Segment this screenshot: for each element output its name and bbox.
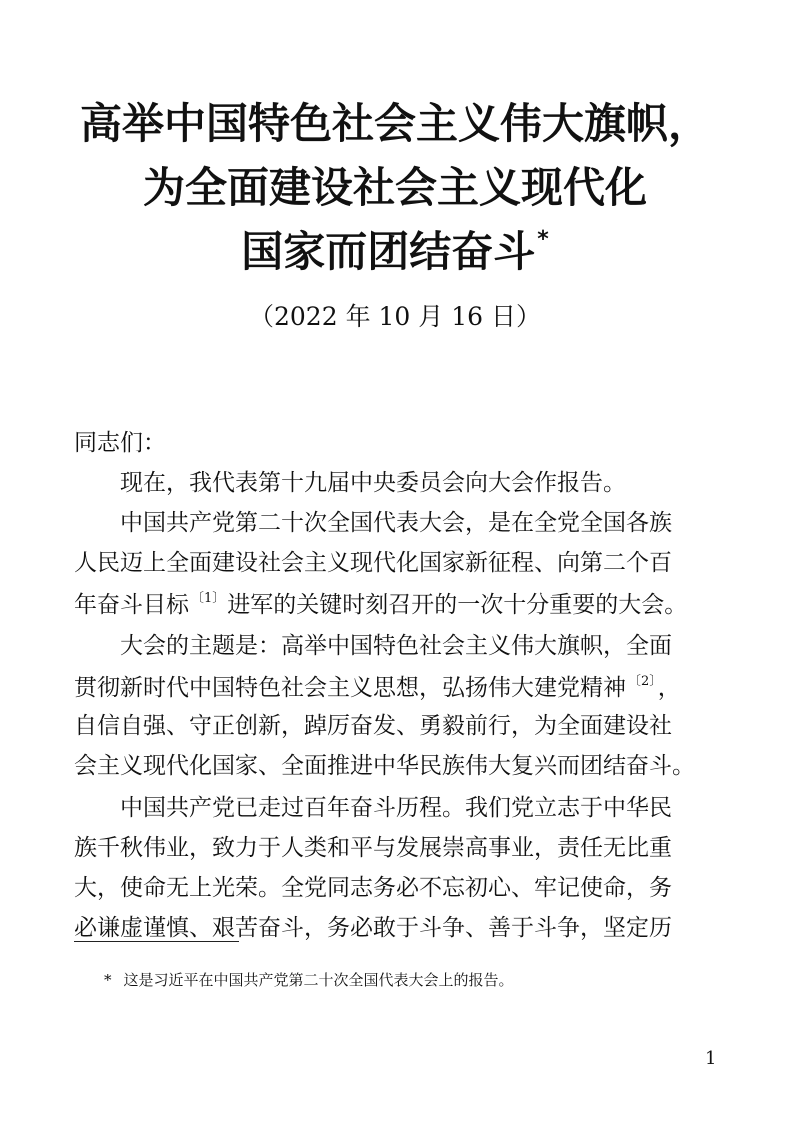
- page-number: 1: [705, 1048, 717, 1069]
- endnote-ref-2[interactable]: 〔2〕: [628, 674, 656, 689]
- paragraph-3-line-2-text-b: ，: [657, 675, 681, 701]
- paragraph-2-line-3-text-b: 进军的关键时刻召开的一次十分重要的大会。: [227, 592, 688, 618]
- speech-date: （2022 年 10 月 16 日）: [249, 302, 541, 331]
- paragraph-4-line-4: 必谦虚谨慎、艰苦奋斗，务必敢于斗争、善于斗争，坚定历: [74, 915, 672, 941]
- footnote-divider: [74, 941, 239, 942]
- paragraph-1-line-1: 现在，我代表第十九届中央委员会向大会作报告。: [120, 470, 626, 496]
- footnote-text: 这是习近平在中国共产党第二十次全国代表大会上的报告。: [123, 971, 514, 989]
- title-footnote-marker[interactable]: *: [537, 227, 549, 252]
- paragraph-3-line-3: 自信自强、守正创新，踔厉奋发、勇毅前行，为全面建设社: [74, 713, 672, 739]
- paragraph-3-line-2: [74, 675, 719, 700]
- paragraph-4-line-3: 大，使命无上光荣。全党同志务必不忘初心、牢记使命，务: [74, 875, 672, 901]
- paragraph-4-line-1: 中国共产党已走过百年奋斗历程。我们党立志于中华民: [120, 795, 672, 821]
- paragraph-3-line-1: 大会的主题是：高举中国特色社会主义伟大旗帜，全面: [120, 633, 672, 659]
- paragraph-3-line-2-text-a: 贯彻新时代中国特色社会主义思想，弘扬伟大建党精神: [74, 675, 626, 701]
- paragraph-2-line-3-text-a: 年奋斗目标: [74, 592, 189, 618]
- title-line-3: [0, 227, 790, 276]
- paragraph-3-line-4: 会主义现代化国家、全面推进中华民族伟大复兴而团结奋斗。: [74, 753, 695, 779]
- footnote-marker: *: [104, 971, 112, 989]
- title-line-2: 为全面建设社会主义现代化: [142, 163, 647, 212]
- paragraph-4-line-2: 族千秋伟业，致力于人类和平与发展崇高事业，责任无比重: [74, 835, 672, 861]
- paragraph-2-line-2: 人民迈上全面建设社会主义现代化国家新征程、向第二个百: [74, 550, 672, 576]
- footnote: [104, 973, 514, 988]
- paragraph-2-line-1: 中国共产党第二十次全国代表大会，是在全党全国各族: [120, 510, 672, 536]
- title-line-1: 高举中国特色社会主义伟大旗帜，: [79, 99, 710, 148]
- salutation: 同志们：: [74, 430, 166, 456]
- endnote-ref-1[interactable]: 〔1〕: [191, 591, 226, 606]
- paragraph-2-line-3: [74, 592, 719, 617]
- title-line-3-text: 国家而团结奋斗: [241, 227, 536, 276]
